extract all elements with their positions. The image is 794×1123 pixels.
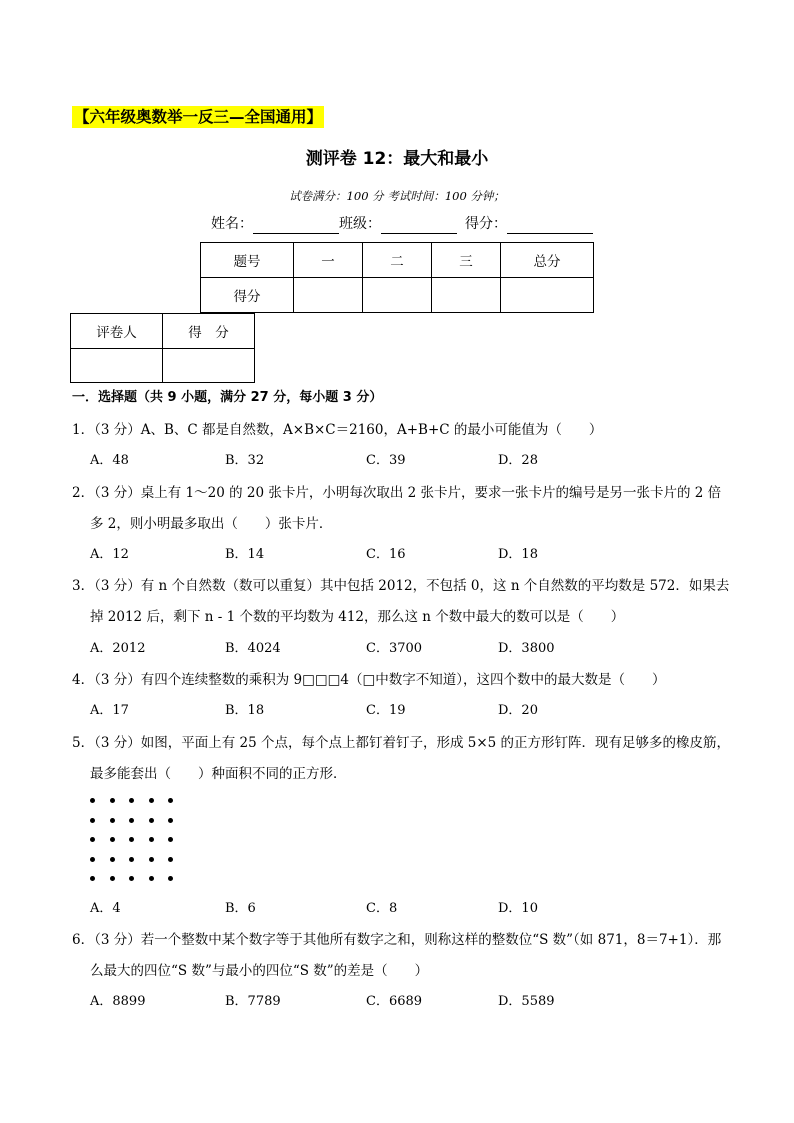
option-d[interactable]: D．10: [498, 901, 538, 916]
peg-dot: [168, 837, 173, 842]
score-table: [200, 242, 594, 313]
peg-dot: [168, 798, 173, 803]
option-b[interactable]: B．18: [225, 703, 265, 718]
grader-header: 得 分: [163, 314, 255, 349]
question-3-cont: 掉 2012 后，剩下 n - 1 个数的平均数为 412，那么这 n 个数中最大的数可以是（ ）: [90, 609, 625, 625]
peg-dot: [129, 798, 134, 803]
peg-dot: [168, 876, 173, 881]
option-d[interactable]: D．5589: [498, 994, 555, 1009]
question-6: 6．（3 分）若一个整数中某个数字等于其他所有数字之和，则称这样的整数位“S 数”（如 871，8＝7+1）．那: [72, 932, 722, 948]
peg-dot: [110, 876, 115, 881]
score-label: 得分：: [465, 216, 507, 232]
peg-dot: [129, 876, 134, 881]
score-table-header: 二: [363, 243, 432, 278]
score-table-header: 题号: [201, 243, 294, 278]
name-label: 姓名：: [211, 216, 253, 232]
page-title: 测评卷 12：最大和最小: [305, 149, 489, 169]
peg-dot: [110, 857, 115, 862]
peg-dot: [110, 818, 115, 823]
option-b[interactable]: B．4024: [225, 641, 281, 656]
option-a[interactable]: A．8899: [90, 994, 146, 1009]
option-d[interactable]: D．28: [498, 453, 538, 468]
question-6-cont: 么最大的四位“S 数”与最小的四位“S 数”的差是（ ）: [90, 963, 429, 979]
option-c[interactable]: C．19: [366, 703, 406, 718]
peg-dot: [168, 857, 173, 862]
score-table-header: 三: [432, 243, 501, 278]
option-d[interactable]: D．3800: [498, 641, 555, 656]
option-a[interactable]: A．12: [90, 547, 129, 562]
score-cell[interactable]: [432, 278, 501, 313]
series-tag: 【六年级奥数举一反三—全国通用】: [74, 108, 323, 126]
class-label: 班级：: [339, 216, 381, 232]
option-c[interactable]: C．3700: [366, 641, 423, 656]
peg-dot: [149, 857, 154, 862]
score-blank[interactable]: [507, 217, 593, 234]
option-c[interactable]: C．39: [366, 453, 406, 468]
peg-dot: [149, 837, 154, 842]
peg-dot: [90, 798, 95, 803]
section-title: 一．选择题（共 9 小题，满分 27 分，每小题 3 分）: [72, 390, 383, 405]
option-d[interactable]: D．18: [498, 547, 538, 562]
option-b[interactable]: B．6: [225, 901, 256, 916]
score-table-header: 一: [294, 243, 363, 278]
option-b[interactable]: B．7789: [225, 994, 281, 1009]
option-c[interactable]: C．16: [366, 547, 406, 562]
option-b[interactable]: B．14: [225, 547, 265, 562]
option-b[interactable]: B．32: [225, 453, 265, 468]
score-cell[interactable]: [363, 278, 432, 313]
option-a[interactable]: A．4: [90, 901, 121, 916]
peg-dot: [129, 818, 134, 823]
score-row-label: 得分: [201, 278, 294, 313]
option-c[interactable]: C．8: [366, 901, 398, 916]
option-a[interactable]: A．48: [90, 453, 129, 468]
peg-dot: [129, 857, 134, 862]
peg-dot: [129, 837, 134, 842]
score-cell[interactable]: [501, 278, 594, 313]
question-5-cont: 最多能套出（ ）种面积不同的正方形．: [90, 766, 347, 782]
score-table-header: 总分: [501, 243, 594, 278]
peg-dot: [90, 837, 95, 842]
peg-dot: [90, 876, 95, 881]
peg-dot: [149, 818, 154, 823]
name-field[interactable]: [211, 214, 593, 234]
peg-dot: [90, 818, 95, 823]
grader-cell[interactable]: [71, 349, 163, 383]
peg-dot: [149, 798, 154, 803]
name-blank[interactable]: [253, 217, 339, 234]
question-4: 4．（3 分）有四个连续整数的乘积为 9□□□4（□中数字不知道），这四个数中的最大数是（ ）: [72, 672, 666, 688]
option-d[interactable]: D．20: [498, 703, 538, 718]
exam-info: 试卷满分：100 分 考试时间：100 分钟；: [289, 189, 505, 203]
peg-dot: [110, 837, 115, 842]
option-a[interactable]: A．17: [90, 703, 129, 718]
peg-grid-figure: [90, 798, 180, 883]
question-2: 2．（3 分）桌上有 1～20 的 20 张卡片，小明每次取出 2 张卡片，要求一张卡片的编号是另一张卡片的 2 倍: [72, 485, 722, 501]
grader-cell[interactable]: [163, 349, 255, 383]
question-1: 1．（3 分）A、B、C 都是自然数，A×B×C＝2160，A+B+C 的最小可能值为（ ）: [72, 422, 603, 438]
question-3: 3．（3 分）有 n 个自然数（数可以重复）其中包括 2012，不包括 0，这 n 个自然数的平均数是 572．如果去: [72, 578, 730, 594]
class-blank[interactable]: [381, 217, 457, 234]
option-a[interactable]: A．2012: [90, 641, 146, 656]
peg-dot: [90, 857, 95, 862]
grader-header: 评卷人: [71, 314, 163, 349]
peg-dot: [149, 876, 154, 881]
option-c[interactable]: C．6689: [366, 994, 423, 1009]
question-2-cont: 多 2，则小明最多取出（ ）张卡片．: [90, 516, 333, 532]
question-5: 5．（3 分）如图，平面上有 25 个点，每个点上都钉着钉子，形成 5×5 的正方形钉阵．现有足够多的橡皮筋，: [72, 735, 731, 751]
peg-dot: [110, 798, 115, 803]
peg-dot: [168, 818, 173, 823]
score-cell[interactable]: [294, 278, 363, 313]
grader-table: [70, 313, 255, 383]
